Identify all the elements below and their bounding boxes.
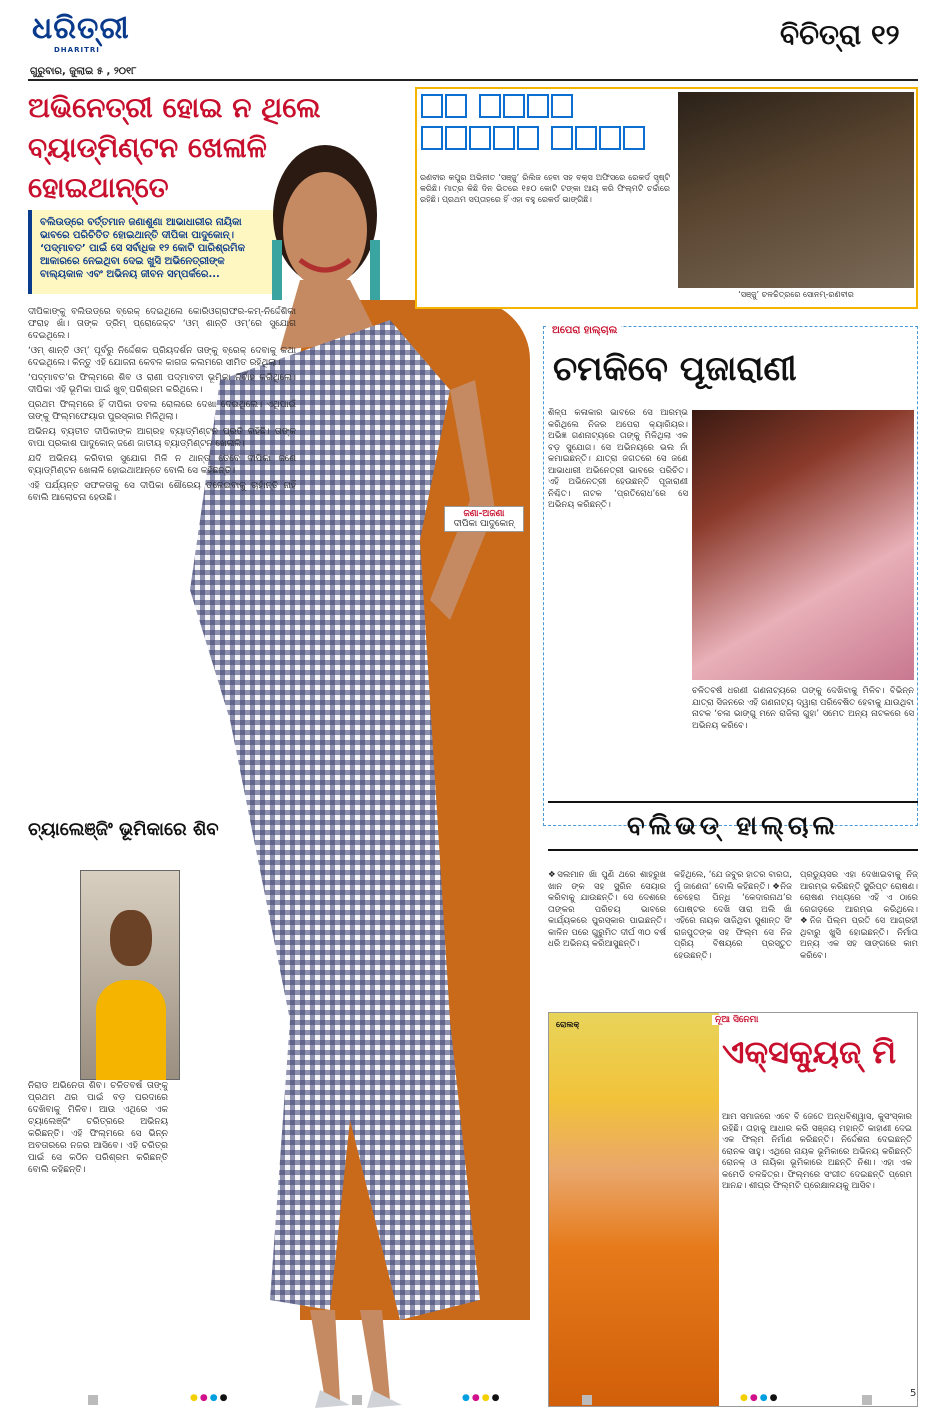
section-page-tag: ବିଚିତ୍ରା ୧୨ (780, 18, 900, 51)
opera-headline: ଚମକିବେ ପୂଜାରାଣୀ (553, 349, 797, 389)
lead-body (28, 306, 296, 812)
movie-section-tag: ନୂଆ ସିନେମା (712, 1015, 761, 1025)
registration-mark (88, 1395, 98, 1405)
registration-mark (862, 1395, 872, 1405)
color-dots: ●●●● (462, 1393, 502, 1403)
bollywood-col: କହିଥିଲେ, ‘ଯେ ଜବୁର ହାତର ବାରତା, ମୁଁ ଜାଣେନା’ ବୋଲି କହିଛନ୍ତି। ❖ନିଜ ଚେହେରା ପିନ୍ଧି ‘କେଦାରନାଥ’ର ପୋଷ୍ଟର ଦେଖି ସାରା ଅଲି ଖାଁ ଏହିରେ ନାୟକ ସାଜିଥିବା ସୁଶାନ୍ତ ସିଂ ରାଜପୁତଙ୍କ ସହ ଫିଲ୍ମ ସେ ନିଜ ପ୍ରିୟ ବିଷୟରେ ପ୍ରସ୍ତୁତ ହେଉଛନ୍ତି। (674, 870, 792, 961)
lead-para: ଯଦି ଅଭିନୟ କରିବାର ସୁଯୋଗ ମିଳି ନ ଥାନ୍ତା ତେବେ ଦୀପିକା ଜଣେ ବ୍ୟାଡ୍‌ମିଣ୍ଟନ ଖେଳାଳି ହୋଇଥାଆନ୍ତେ ବୋଲି ସେ କହିଛନ୍ତି। (28, 454, 296, 476)
bollywood-headline: ବଲିଭଡ୍ ହାଲ୍‌ଚାଲ (548, 801, 918, 851)
title-glyph (527, 94, 549, 118)
shiva-photo-shirt (96, 980, 166, 1080)
caption-line2: ଦୀପିକା ପାଦୁକୋନ୍ (453, 519, 515, 529)
title-glyph (551, 126, 573, 150)
photo-caption (444, 506, 524, 532)
lead-intro: ବଲିଉଡ୍‌ରେ ବର୍ତ୍ତମାନ ଜଣାଶୁଣା ଆଭାଧାରୀର ନାୟିକା ଭାବରେ ପରିଚିତିତ ହୋଇଥାନ୍ତି ଦୀପିକା ପାଦୁକୋନ୍‌। ‘ପଦ୍ମାବତ’ ପାଇଁ ସେ ସର୍ବାଧିକ ୧୨ କୋଟି ପାରିଶ୍ରମିକ ଆକାରରେ ନେଇଥିବା ଦେଇ ଖୁସି ଅଭିନେତ୍ରୀଙ୍କ ବାଲ୍ୟକାଳ ଏବଂ ଅଭିନୟ ଜୀବନ ସମ୍ପର୍କରେ... (28, 210, 278, 294)
title-glyph (421, 94, 443, 118)
pujarani-photo (692, 410, 914, 680)
dateline: ଗୁରୁବାର, ଜୁଲାଇ ୫ , ୨୦୧୮ (30, 66, 137, 77)
shiva-photo-face (110, 910, 152, 966)
lead-para: ଦୀପିକାଙ୍କୁ ବଲିଉଡ୍‌ରେ ବ୍ରେକ୍ ଦେଇଥିଲେ କୋରିଓଗ୍ରାଫର-କମ୍-ନିର୍ଦ୍ଦେଶିକା ଫରାହ ଖାଁ। ତାଙ୍କ ଡ୍ରିମ୍ ପ୍ରୋଜେକ୍ଟ ‘ଓମ୍ ଶାନ୍ତି ଓମ୍’ରେ ସୁଯୋଗ ଦେଇଥିଲେ। (28, 307, 296, 341)
title-glyph (469, 126, 491, 150)
color-dots: ●●●● (740, 1393, 780, 1403)
title-glyph (493, 126, 515, 150)
registration-mark (582, 1395, 592, 1405)
lead-para: ଅଭିନୟ ବ୍ୟତୀତ ଦୀପିକାଙ୍କ ଆଗ୍ରହ ବ୍ୟାଡ୍‌ମିଣ୍ଟନ ପ୍ରତି ରହିଛି। ତାଙ୍କ ବାପା ପ୍ରକାଶ ପାଦୁକୋନ୍ ଜଣେ ଜାତୀୟ ବ୍ୟାଡ୍‌ମିଣ୍ଟନ ଖେଳାଳି। (28, 427, 296, 449)
title-glyph (575, 126, 597, 150)
movie-body: ଆମ ସମାଜରେ ଏବେ ବି ଜେତେ ଅନ୍ଧବିଶ୍ୱାସ, କୁସଂସ୍କାର ରହିଛି। ତାହାକୁ ଆଧାର କରି ସଞ୍ଜୟ ମହାନ୍ତି କାହାଣୀ ଦେଇ ଏକ ଫିଲ୍ମ ନିର୍ମାଣ କରିଛନ୍ତି। ନିର୍ଦ୍ଦେଶନା ଦେଇଛନ୍ତି ରୋନକ ସାହୁ। ଏଥିରେ ନାୟକ ଭୂମିକାରେ ଅଭିନୟ କରିଛନ୍ତି ରୋନକ୍ ଓ ନାୟିକା ଭୂମିକାରେ ଅଛନ୍ତି ନିଶା। ଏହା ଏକ କମେଡି ଚଳଚ୍ଚିତ୍ର। ଫିଲ୍ମରେ ସଂଗୀତ ଦେଇଛନ୍ତି ପ୍ରେମ ଆନନ୍ଦ। ଶୀଘ୍ର ଫିଲ୍ମଟି ପ୍ରେକ୍ଷାଳୟକୁ ଆସିବ। (722, 1112, 912, 1191)
bollywood-col: ❖ସଲମାନ ଖାଁ ପୁଣି ଥରେ ଶାହରୁଖ ଖାନ ଙ୍କ ସହ ସ୍କ୍ରିନ ସେୟାର କରିବାକୁ ଯାଉଛନ୍ତି। ସେ ଦେଶରେ ତାଙ୍କର ପରିଚୟ ଭାବରେ କାର୍ଯ୍ୟକରେ ପୁରସ୍କାର ପାଇଛନ୍ତି। କାଳିନ ପରେ ଗୁରୁମିତ ଦୀର୍ଘ ୩୦ ବର୍ଷ ଧରି ଅଭିନୟ କରିଆସୁଛନ୍ତି। (548, 870, 666, 949)
bollywood-col: ପ୍ରଡ୍ୟୁସର ଏହା ଦେଖାଇବାକୁ ନିଜ୍ ଆରମ୍ଭ କରିଛନ୍ତି ସ୍କ୍ରିପ୍ଟ ରୋଷଣ। ରୋଷଣ ମଧ୍ୟରେ ଏହି ଏ ଠାରେ ରେଗଡ଼ରେ ଆରମ୍ଭ କରିଥିଲେ। ❖ନିଜ ପିଲ୍ମ ପ୍ରତି ସେ ଆଗ୍ରହୀ ଥିବାରୁ ଖୁସି ହୋଇଛନ୍ତି। ନିର୍ମାତା ଅନ୍ୟ ଏକ ସହ ସାଙ୍ଗରେ କାମ କରିବେ। (800, 870, 918, 961)
logo-text: ଧରିତ୍ରୀ (32, 11, 130, 46)
title-glyph (445, 126, 467, 150)
dharitri-logo (32, 11, 130, 62)
lead-para: ପ୍ରଥମ ଫିଲ୍ମରେ ହିଁ ଦୀପିକା ଡବଲ ରୋଲରେ ଦେଖା ଦେଇଥିଲେ। ଏଥିପାଇଁ ତାଙ୍କୁ ଫିଲ୍ମଫେୟାର ପୁରସ୍କାର ମିଳିଥିଲା। (28, 400, 296, 422)
lead-headline: ଅଭିନେତ୍ରୀ ହୋଇ ନ ଥିଲେ ବ୍ୟାଡ୍‌ମିଣ୍ଟନ ଖେଳାଳି ହୋଇଥାନ୍ତେ (28, 91, 321, 204)
title-glyph (503, 94, 525, 118)
top-divider (28, 79, 918, 81)
lead-para: ‘ଓମ୍ ଶାନ୍ତି ଓମ୍’ ପୂର୍ବରୁ ନିର୍ଦ୍ଦେଶକ ପ୍ରିୟଦର୍ଶନ ତାଙ୍କୁ ବ୍ରେକ୍ ଦେବାକୁ କଥା ଦେଇଥିଲେ। କିନ୍ତୁ ଏହି ଯୋଜନା କେବଳ କାଗଜ କଲମରେ ସୀମିତ ରହିଥିଲା। (28, 346, 296, 368)
sanju-title-glyphs (420, 92, 675, 164)
lead-para: ‘ପଦ୍ମାବତ’ର ଫିଲ୍ମରେ ଶିବ ଓ ରାଣୀ ପଦ୍ମାବତୀ ଭୂମିକା ନିର୍ବାହ କରିଥିଲେ। ଦୀପିକା ଏହି ଭୂମିକା ପାଇଁ ଖୁବ୍ ପରିଶ୍ରମ କରିଥିଲେ। (28, 373, 296, 395)
movie-photo (549, 1013, 719, 1406)
title-glyph (479, 94, 501, 118)
title-glyph (551, 94, 573, 118)
sanju-caption: ‘ସଞ୍ଜୁ’ ଚଳଚ୍ଚିତ୍ରରେ ସୋନମ୍-ରଣବୀର (738, 290, 854, 299)
title-glyph (599, 126, 621, 150)
opera-body-2: ଚଳିତବର୍ଷ ଧରଣୀ ଗଣନାଟ୍ୟରେ ତାଙ୍କୁ ଦେଖିବାକୁ ମିଳିବ। ବିଭିନ୍ନ ଯାତ୍ରା ସିଜନରେ ଏହି ଗଣନାଟ୍ୟ ଦ୍ୱାରା ପରିବେଷିତ ହେବାକୁ ଯାଉଥିବା ନାଟକ ‘ଚଳା ଭାଙ୍ଗୁ ମନେ ରାଜିଲା ଗୁହା’ ସମେତ ଅନ୍ୟ ନାଟକରେ ସେ ଅଭିନୟ କରିବେ। (692, 686, 914, 731)
movie-title: ଏକ୍ସକ୍ୟୁଜ୍ ମି (722, 1033, 897, 1071)
logo-subtext: DHARITRI (54, 46, 100, 54)
opera-tag: ଅପେରା ହାଲ୍‌ଚାଲ (548, 325, 621, 336)
lead-para: ଏହି ପର୍ଯ୍ୟନ୍ତ ସଫଳତାକୁ ସେ ଦୀପିକା ଶୌରେୟ ତଳେଇବାକୁ ଚାହାଁନ୍ତି ନାହିଁ ବୋଲି ଆଲୋଚନା ହେଉଛି। (28, 481, 296, 503)
page-number: 5 (910, 1388, 917, 1399)
sanju-body: ରଣବୀର କପୁର ଅଭିନୀତ ‘ସଞ୍ଜୁ’ ରିଲିଜ ହେବା ସହ ବକ୍ସ ଅଫିସରେ ରେକର୍ଡ ସୃଷ୍ଟି କରିଛି। ମାତ୍ର କିଛି ଦିନ ଭିତରେ ୧୫୦ କୋଟି ଟଙ୍କା ଆୟ କରି ଫିଲ୍ମଟି ଚର୍ଚ୍ଚାରେ ରହିଛି। ପ୍ରଥମ ସପ୍ତାହରେ ହିଁ ଏହା ବହୁ ରେକର୍ଡ ଭାଙ୍ଗିଛି। (420, 173, 670, 204)
registration-mark (352, 1395, 362, 1405)
title-glyph (421, 126, 443, 150)
title-glyph (445, 94, 467, 118)
color-dots: ●●●● (190, 1393, 230, 1403)
title-glyph (623, 126, 645, 150)
title-glyph (517, 126, 539, 150)
sanju-photo (678, 92, 914, 288)
shiva-headline: ଚ୍ୟାଲେଞ୍ଜିଂ ଭୂମିକାରେ ଶିବ (28, 819, 219, 840)
opera-body: ଶିଳ୍ପ କଳାକାର ଭାବରେ ସେ ଆରମ୍ଭ କରିଥିଲେ ନିଜର ଅପେରା କ୍ୟାରିୟର। ଅଭିଜ୍ଞ ଗଣନାଟ୍ୟରେ ତାଙ୍କୁ ମିଳିଥିଲା ଏକ ବଡ଼ ସୁଯୋଗ। ସେ ଅଭିନୟରେ ଭଲ ନାଁ କମାଇଛନ୍ତି। ଯାତ୍ରା ଜଗତରେ ସେ ଜଣେ ଆଭାଧାରୀ ଅଭିନେତ୍ରୀ ଭାବରେ ପରିଚିତ। ଏହି ଅଭିନେତ୍ରୀ ହେଉଛନ୍ତି ପୂଜାରାଣୀ ନିଶ୍ଚିତ। ନାଟକ ‘ପ୍ରତିରୋଧ’ରେ ସେ ଅଭିନୟ କରିଛନ୍ତି। (548, 408, 688, 510)
shiva-body: ନିରାଡ ଅଭିନେତା ଶିବ। ଚଳିତବର୍ଷ ତାଙ୍କୁ ପ୍ରଥମ ଥର ପାଇଁ ବଡ଼ ପରଦାରେ ଦେଖିବାକୁ ମିଳିବ। ଆଉ ଏଥିରେ ଏକ ଚ୍ୟାଲେଞ୍ଜିଂ ଚରିତ୍ରରେ ଅଭିନୟ କରିଛନ୍ତି। ଏହି ଫିଲ୍ମରେ ସେ ଭିନ୍ନ ଅବତାରରେ ନଜର ଆସିବେ। ଏହି ଚରିତ୍ର ପାଇଁ ସେ କଠିନ ପରିଶ୍ରମ କରିଛନ୍ତି ବୋଲି କହିଛନ୍ତି। (28, 1081, 168, 1175)
caption-line1: ଜଣା-ଅଜଣା (463, 509, 505, 519)
movie-tag: ରୋଲକ୍ (556, 1020, 580, 1029)
